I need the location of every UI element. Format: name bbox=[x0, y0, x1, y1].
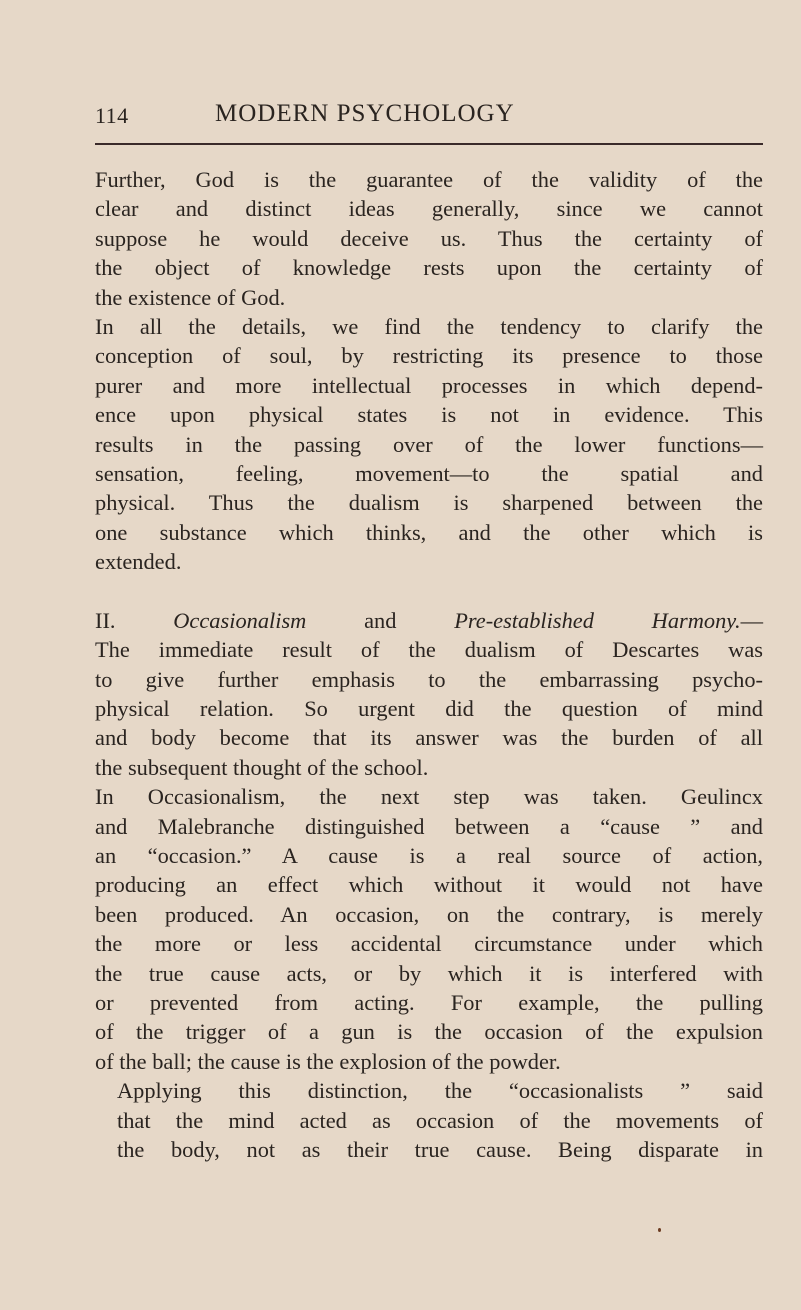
page-number: 114 bbox=[95, 103, 129, 128]
text-line: the subsequent thought of the school. bbox=[95, 754, 429, 780]
section-title-and: and bbox=[364, 607, 397, 633]
section-heading-line bbox=[95, 606, 763, 635]
text-line: the true cause acts, or by which it is interfered with bbox=[95, 960, 763, 986]
text-line: that the mind acted as occasion of the movements of bbox=[117, 1107, 763, 1133]
paragraph-5 bbox=[95, 1076, 763, 1164]
text-line: clear and distinct ideas generally, since we cannot bbox=[95, 196, 763, 222]
header-rule bbox=[95, 143, 763, 145]
paper-speck bbox=[658, 1228, 661, 1232]
text-line: been produced. An occasion, on the contrary, is merely bbox=[95, 901, 763, 927]
section-title-dash: — bbox=[740, 607, 763, 633]
running-head: MODERN PSYCHOLOGY bbox=[215, 100, 515, 127]
text-line: the object of knowledge rests upon the certainty of bbox=[95, 255, 763, 281]
text-line: or prevented from acting. For example, the pulling bbox=[95, 989, 763, 1015]
paragraph-4 bbox=[95, 782, 763, 1076]
section-title-harmony: Pre-established Harmony. bbox=[454, 607, 741, 633]
text-line: to give further emphasis to the embarrassing psycho- bbox=[95, 666, 763, 692]
section-paragraph bbox=[95, 606, 763, 782]
text-line: producing an effect which without it would not have bbox=[95, 872, 763, 898]
page-header bbox=[0, 0, 801, 150]
text-line: ence upon physical states is not in evidence. This bbox=[95, 402, 763, 428]
text-line: physical. Thus the dualism is sharpened between the bbox=[95, 490, 763, 516]
text-line: of the trigger of a gun is the occasion of the expulsion bbox=[95, 1019, 763, 1045]
section-number: II. bbox=[95, 607, 116, 633]
text-line: The immediate result of the dualism of Descartes was bbox=[95, 637, 763, 663]
text-line: the existence of God. bbox=[95, 284, 286, 310]
body-text bbox=[95, 165, 763, 1164]
text-line: of the ball; the cause is the explosion of the powder. bbox=[95, 1048, 561, 1074]
text-line: and Malebranche distinguished between a “cause ” and bbox=[95, 813, 763, 839]
text-line: purer and more intellectual processes in which depend- bbox=[95, 372, 763, 398]
text-line: Applying this distinction, the “occasionalists ” said bbox=[117, 1078, 763, 1104]
section-title-occasionalism: Occasionalism bbox=[173, 607, 307, 633]
text-line: and body become that its answer was the burden of all bbox=[95, 725, 763, 751]
text-line: In all the details, we find the tendency to clarify the bbox=[95, 314, 763, 340]
text-line: conception of soul, by restricting its presence to those bbox=[95, 343, 763, 369]
text-line: extended. bbox=[95, 549, 182, 575]
text-line: one substance which thinks, and the other which is bbox=[95, 519, 763, 545]
text-line: an “occasion.” A cause is a real source of action, bbox=[95, 842, 763, 868]
text-line: suppose he would deceive us. Thus the certainty of bbox=[95, 225, 763, 251]
paragraph-1 bbox=[95, 165, 763, 312]
text-line: the more or less accidental circumstance under which bbox=[95, 931, 763, 957]
text-line: the body, not as their true cause. Being disparate in bbox=[117, 1137, 763, 1162]
text-line: In Occasionalism, the next step was taken. Geulincx bbox=[95, 784, 763, 810]
text-line: sensation, feeling, movement—to the spatial and bbox=[95, 461, 763, 487]
text-line: Further, God is the guarantee of the validity of the bbox=[95, 167, 763, 192]
paragraph-2 bbox=[95, 312, 763, 577]
text-line: physical relation. So urgent did the question of mind bbox=[95, 695, 763, 721]
text-line: results in the passing over of the lower functions— bbox=[95, 431, 763, 457]
